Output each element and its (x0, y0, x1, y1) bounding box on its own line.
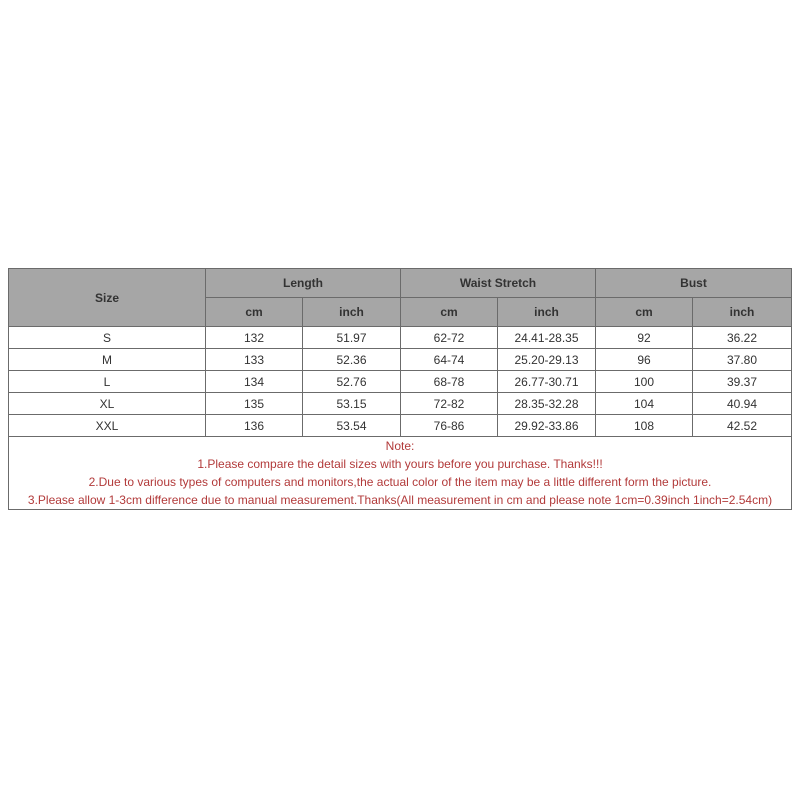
table-row (9, 415, 792, 437)
unit-header-length-cm: cm (206, 298, 303, 327)
table-cell: 76-86 (401, 415, 498, 437)
table-cell: 132 (206, 327, 303, 349)
table-cell: 53.15 (303, 393, 401, 415)
header-row-groups (9, 269, 792, 298)
table-row (9, 371, 792, 393)
table-cell: L (9, 371, 206, 393)
unit-header-waist-cm: cm (401, 298, 498, 327)
table-cell: 26.77-30.71 (498, 371, 596, 393)
size-header: Size (9, 269, 206, 327)
table-cell: 51.97 (303, 327, 401, 349)
table-cell: 134 (206, 371, 303, 393)
table-cell: XXL (9, 415, 206, 437)
unit-header-length-inch: inch (303, 298, 401, 327)
table-cell: 62-72 (401, 327, 498, 349)
size-table (8, 268, 792, 510)
table-cell: 40.94 (693, 393, 792, 415)
waist-stretch-header: Waist Stretch (401, 269, 596, 298)
note-line-1: 1.Please compare the detail sizes with yours before you purchase. Thanks!!! (197, 457, 603, 471)
table-cell: M (9, 349, 206, 371)
table-row (9, 327, 792, 349)
table-cell: 53.54 (303, 415, 401, 437)
table-row (9, 393, 792, 415)
table-cell: 28.35-32.28 (498, 393, 596, 415)
table-cell: 96 (596, 349, 693, 371)
note-line-3: 3.Please allow 1-3cm difference due to manual measurement.Thanks(All measurement in cm and please note 1cm=0.39inch 1inch=2.54cm) (27, 493, 773, 507)
bust-header: Bust (596, 269, 792, 298)
table-cell: 92 (596, 327, 693, 349)
length-header: Length (206, 269, 401, 298)
table-cell: 24.41-28.35 (498, 327, 596, 349)
table-cell: 104 (596, 393, 693, 415)
note-title: Note: (385, 439, 415, 453)
note-row (9, 437, 792, 510)
table-cell: 133 (206, 349, 303, 371)
table-cell: 25.20-29.13 (498, 349, 596, 371)
table-cell: 36.22 (693, 327, 792, 349)
table-cell: 68-78 (401, 371, 498, 393)
unit-header-bust-inch: inch (693, 298, 792, 327)
table-cell: 136 (206, 415, 303, 437)
table-cell: 135 (206, 393, 303, 415)
table-cell: 108 (596, 415, 693, 437)
table-cell: 64-74 (401, 349, 498, 371)
table-cell: 72-82 (401, 393, 498, 415)
table-row (9, 349, 792, 371)
table-cell: XL (9, 393, 206, 415)
table-cell: 100 (596, 371, 693, 393)
table-cell: 37.80 (693, 349, 792, 371)
note-block (9, 437, 792, 510)
table-cell: S (9, 327, 206, 349)
table-cell: 52.36 (303, 349, 401, 371)
unit-header-waist-inch: inch (498, 298, 596, 327)
unit-header-bust-cm: cm (596, 298, 693, 327)
table-cell: 52.76 (303, 371, 401, 393)
size-chart (8, 268, 791, 510)
table-cell: 29.92-33.86 (498, 415, 596, 437)
table-cell: 39.37 (693, 371, 792, 393)
note-line-2: 2.Due to various types of computers and monitors,the actual color of the item may be a little different form the picture. (88, 475, 712, 489)
table-cell: 42.52 (693, 415, 792, 437)
